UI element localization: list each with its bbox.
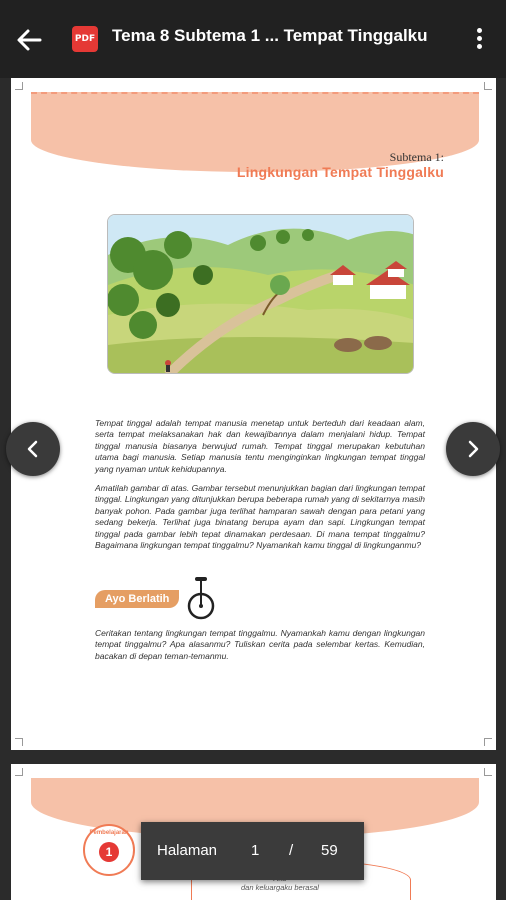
page-indicator[interactable] bbox=[141, 822, 364, 880]
page2-snippet-line: dan keluargaku berasal bbox=[241, 883, 319, 892]
crop-mark bbox=[15, 768, 23, 776]
unicycle-icon bbox=[181, 574, 221, 620]
total-page-count: 59 bbox=[321, 842, 338, 859]
crop-mark bbox=[15, 82, 23, 90]
subtema-label: Subtema 1: bbox=[389, 150, 444, 164]
current-page-number: 1 bbox=[251, 842, 260, 859]
paragraph-1: Tempat tinggal adalah tempat manusia menetap untuk berteduh dari keadaan alam, serta tempat melaksanakan hak dan kewajibannya dalam menjalani hidup. Tempat tinggal manusia biasanya berwujud rumah. Tempat tinggal merupakan kebutuhan utama bagi manusia. Setiap manusia tentu menginginkan lingkungan tempat tinggal yang nyaman untuk kehidupannya. bbox=[95, 418, 425, 474]
pdf-viewer[interactable] bbox=[0, 78, 506, 900]
previous-page-button[interactable] bbox=[6, 422, 60, 476]
chevron-left-icon bbox=[23, 439, 43, 459]
village-illustration bbox=[107, 214, 414, 374]
pembelajaran-number: 1 bbox=[99, 842, 119, 862]
pdf-icon: PDF bbox=[72, 26, 98, 52]
crop-mark bbox=[484, 738, 492, 746]
back-arrow-icon[interactable] bbox=[14, 25, 44, 55]
chevron-right-icon bbox=[463, 439, 483, 459]
crop-mark bbox=[15, 738, 23, 746]
pembelajaran-label: Pembelajaran bbox=[89, 830, 129, 836]
next-page-button[interactable] bbox=[446, 422, 500, 476]
pdf-page-1 bbox=[11, 78, 496, 750]
header-dashed-line bbox=[31, 92, 479, 95]
crop-mark bbox=[484, 768, 492, 776]
subtema-title: Lingkungan Tempat Tinggalku bbox=[236, 164, 444, 180]
ayo-berlatih-label: Ayo Berlatih bbox=[95, 590, 179, 608]
document-title: Tema 8 Subtema 1 ... Tempat Tinggalku bbox=[112, 26, 428, 45]
app-bar bbox=[0, 0, 506, 78]
pembelajaran-badge bbox=[83, 824, 135, 876]
crop-mark bbox=[484, 82, 492, 90]
page-indicator-label: Halaman bbox=[157, 842, 218, 859]
paragraph-3: Ceritakan tentang lingkungan tempat tinggalmu. Nyamankah kamu dengan lingkungan tempat tinggalmu? Apa alasanmu? Tuliskan cerita pada selembar kertas. Kemudian, bacakan di depan teman-temanmu. bbox=[95, 628, 425, 661]
paragraph-2: Amatilah gambar di atas. Gambar tersebut menunjukkan bagian dari lingkungan tempat tinggal. Lingkungan yang ditunjukkan berupa beberapa rumah yang di sekitarnya masih banyak pohon. Pada gambar juga terlihat hamparan sawah dengan para petani yang sedang bekerja. Terlihat juga binatang berupa ayam dan sapi. Lingkungan tempat tinggal pada gambar lebih tepat dinamakan perdesaan. Di mana tempat tinggalmu? Bagaimana lingkungan tempat tinggalmu? Nyamankah kamu tinggal di lingkunganmu? bbox=[95, 483, 425, 551]
more-vert-icon[interactable] bbox=[470, 26, 488, 54]
page-separator: / bbox=[289, 842, 294, 859]
